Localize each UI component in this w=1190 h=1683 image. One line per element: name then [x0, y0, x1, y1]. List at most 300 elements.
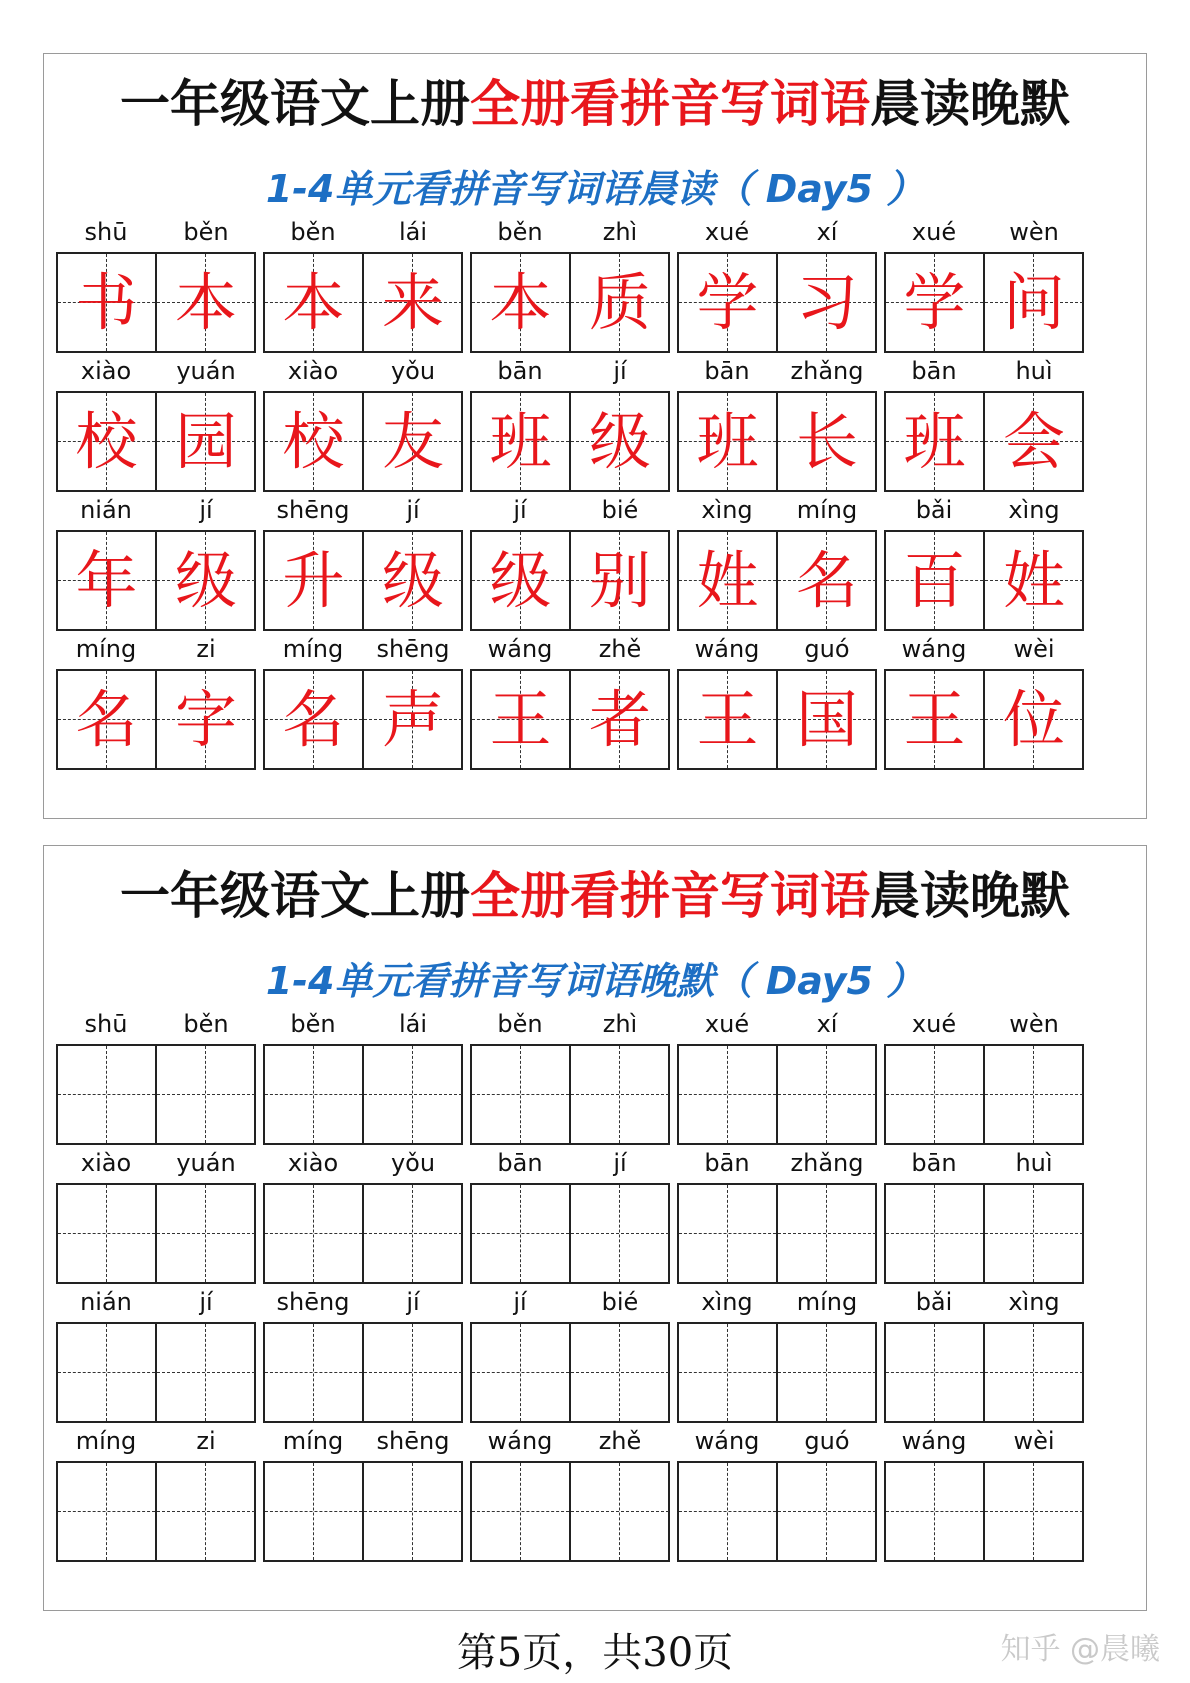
sheet-title	[44, 72, 1146, 136]
pinyin-label: míng	[796, 1288, 858, 1316]
writing-cell	[985, 532, 1083, 629]
answer-character: 校	[75, 405, 138, 478]
pinyin-label: xué	[704, 218, 750, 246]
pinyin-label: běn	[497, 218, 543, 246]
pinyin-label: jí	[513, 1288, 527, 1316]
writing-cell	[679, 532, 778, 629]
writing-cell	[157, 671, 255, 768]
word-pair	[470, 1282, 670, 1432]
tianzige-box[interactable]	[884, 1461, 1084, 1562]
pinyin-label: zhǎng	[790, 357, 864, 385]
guide-line-horizontal	[571, 1372, 669, 1373]
tianzige-box	[263, 252, 463, 353]
pinyin-label: bǎi	[915, 1288, 953, 1316]
writing-cell	[679, 393, 778, 490]
word-pair	[884, 212, 1084, 362]
pinyin-label: xìng	[1008, 1288, 1060, 1316]
answer-character: 班	[489, 405, 552, 478]
guide-line-horizontal	[157, 1372, 255, 1373]
guide-line-vertical	[520, 1463, 521, 1560]
guide-line-vertical	[520, 1324, 521, 1421]
pinyin-label: zi	[196, 635, 216, 663]
answer-character: 校	[282, 405, 345, 478]
writing-cell[interactable]	[157, 1046, 255, 1143]
pinyin-label: míng	[282, 635, 344, 663]
writing-cell	[886, 671, 985, 768]
pinyin-label: bān	[704, 1149, 750, 1177]
guide-line-vertical	[313, 1463, 314, 1560]
writing-cell[interactable]	[364, 1185, 462, 1282]
pinyin-label: yǒu	[390, 357, 436, 385]
answer-character: 本	[282, 266, 345, 339]
answer-character: 本	[174, 266, 237, 339]
watermark: 知乎 @晨曦	[1000, 1632, 1160, 1667]
word-pair	[56, 1421, 256, 1571]
pinyin-label: xiào	[287, 357, 339, 385]
answer-character: 班	[696, 405, 759, 478]
writing-cell[interactable]	[265, 1185, 364, 1282]
guide-line-vertical	[1033, 1046, 1034, 1143]
word-pair	[56, 1143, 256, 1293]
tianzige-box[interactable]	[470, 1461, 670, 1562]
guide-line-vertical	[934, 1463, 935, 1560]
tianzige-box[interactable]	[677, 1322, 877, 1423]
pinyin-label: zhì	[602, 1010, 638, 1038]
writing-cell[interactable]	[886, 1324, 985, 1421]
writing-cell[interactable]	[985, 1324, 1083, 1421]
guide-line-vertical	[205, 1324, 206, 1421]
writing-cell[interactable]	[265, 1463, 364, 1560]
writing-cell[interactable]	[679, 1185, 778, 1282]
guide-line-vertical	[727, 1463, 728, 1560]
pinyin-label: shēng	[376, 635, 450, 663]
pinyin-label: zhǎng	[790, 1149, 864, 1177]
tianzige-box[interactable]	[677, 1044, 877, 1145]
word-pair	[677, 1004, 877, 1154]
pinyin-label: yuán	[176, 1149, 236, 1177]
sheet-subtitle: 1-4单元看拼音写词语晨读（ Day5 ）	[265, 167, 925, 211]
tianzige-box	[470, 391, 670, 492]
tianzige-box[interactable]	[263, 1044, 463, 1145]
pinyin-label: jí	[406, 496, 420, 524]
writing-cell[interactable]	[157, 1185, 255, 1282]
pinyin-label: wèn	[1009, 218, 1059, 246]
writing-cell[interactable]	[472, 1046, 571, 1143]
tianzige-box	[677, 669, 877, 770]
tianzige-box[interactable]	[470, 1183, 670, 1284]
answer-character: 级	[588, 405, 651, 478]
writing-cell	[778, 532, 876, 629]
answer-character: 学	[696, 266, 759, 339]
pinyin-label: jí	[613, 1149, 627, 1177]
page-number: 第5页，共30页	[456, 1630, 734, 1676]
writing-cell[interactable]	[679, 1324, 778, 1421]
guide-line-horizontal	[364, 1511, 462, 1512]
pinyin-label: wáng	[487, 635, 553, 663]
pinyin-label: shēng	[276, 496, 350, 524]
pinyin-label: shū	[84, 1010, 128, 1038]
writing-cell[interactable]	[571, 1324, 669, 1421]
pinyin-label: yuán	[176, 357, 236, 385]
pinyin-label: zi	[196, 1427, 216, 1455]
guide-line-vertical	[205, 1463, 206, 1560]
writing-cell	[364, 393, 462, 490]
word-pair	[884, 490, 1084, 640]
writing-cell	[985, 671, 1083, 768]
pinyin-label: wèi	[1013, 1427, 1055, 1455]
tianzige-box	[470, 252, 670, 353]
tianzige-box	[470, 669, 670, 770]
writing-cell[interactable]	[886, 1046, 985, 1143]
writing-cell[interactable]	[58, 1324, 157, 1421]
answer-character: 长	[795, 405, 858, 478]
word-pair	[884, 1004, 1084, 1154]
word-pair	[56, 490, 256, 640]
guide-line-horizontal	[985, 1094, 1083, 1095]
writing-cell	[364, 532, 462, 629]
guide-line-horizontal	[571, 1511, 669, 1512]
pinyin-label: yǒu	[390, 1149, 436, 1177]
tianzige-box[interactable]	[884, 1183, 1084, 1284]
pinyin-label: bān	[911, 357, 957, 385]
writing-cell	[58, 532, 157, 629]
writing-cell[interactable]	[778, 1463, 876, 1560]
word-pair	[470, 351, 670, 501]
guide-line-vertical	[826, 1324, 827, 1421]
writing-cell	[571, 393, 669, 490]
sheet-title	[44, 864, 1146, 928]
tianzige-box[interactable]	[677, 1183, 877, 1284]
pinyin-label: wáng	[694, 635, 760, 663]
answer-character: 字	[174, 683, 237, 756]
writing-cell	[679, 671, 778, 768]
writing-cell[interactable]	[985, 1046, 1083, 1143]
answer-character: 百	[903, 544, 966, 617]
word-pair	[56, 212, 256, 362]
writing-cell[interactable]	[571, 1463, 669, 1560]
answer-character: 本	[489, 266, 552, 339]
writing-cell[interactable]	[679, 1463, 778, 1560]
writing-cell	[472, 254, 571, 351]
writing-cell[interactable]	[985, 1463, 1083, 1560]
pinyin-label: wáng	[694, 1427, 760, 1455]
tianzige-box[interactable]	[470, 1044, 670, 1145]
word-pair	[677, 1143, 877, 1293]
title-highlight: 全册看拼音写词语	[470, 74, 870, 133]
guide-line-vertical	[826, 1046, 827, 1143]
guide-line-vertical	[934, 1185, 935, 1282]
tianzige-box[interactable]	[263, 1322, 463, 1423]
pinyin-label: bié	[601, 496, 639, 524]
pinyin-label: bān	[911, 1149, 957, 1177]
pinyin-label: bān	[497, 357, 543, 385]
writing-cell	[985, 393, 1083, 490]
pinyin-label: xiào	[80, 1149, 132, 1177]
pinyin-label: míng	[75, 1427, 137, 1455]
writing-cell[interactable]	[157, 1463, 255, 1560]
pinyin-label: wáng	[901, 1427, 967, 1455]
writing-cell[interactable]	[778, 1185, 876, 1282]
guide-line-horizontal	[157, 1094, 255, 1095]
word-pair	[677, 351, 877, 501]
guide-line-vertical	[727, 1324, 728, 1421]
writing-cell	[265, 671, 364, 768]
writing-cell	[778, 671, 876, 768]
pinyin-label: huì	[1015, 357, 1053, 385]
word-pair	[470, 629, 670, 779]
tianzige-box[interactable]	[263, 1183, 463, 1284]
answer-character: 质	[588, 266, 651, 339]
writing-cell	[679, 254, 778, 351]
pinyin-label: xìng	[701, 496, 753, 524]
writing-cell	[886, 393, 985, 490]
word-grid	[56, 1004, 1136, 1604]
writing-cell	[157, 532, 255, 629]
tianzige-box[interactable]	[470, 1322, 670, 1423]
word-row	[56, 1282, 1136, 1432]
pinyin-label: bān	[497, 1149, 543, 1177]
word-pair	[470, 1004, 670, 1154]
word-pair	[470, 1143, 670, 1293]
word-grid	[56, 212, 1136, 812]
writing-cell[interactable]	[778, 1324, 876, 1421]
guide-line-horizontal	[778, 1511, 876, 1512]
guide-line-vertical	[106, 1324, 107, 1421]
writing-cell	[265, 254, 364, 351]
word-pair	[263, 629, 463, 779]
guide-line-vertical	[520, 1185, 521, 1282]
tianzige-box[interactable]	[884, 1044, 1084, 1145]
tianzige-box[interactable]	[56, 1183, 256, 1284]
guide-line-vertical	[412, 1324, 413, 1421]
answer-character: 者	[588, 683, 651, 756]
writing-cell[interactable]	[886, 1185, 985, 1282]
guide-line-vertical	[313, 1324, 314, 1421]
writing-cell	[58, 393, 157, 490]
pinyin-label: xí	[816, 218, 838, 246]
guide-line-vertical	[106, 1046, 107, 1143]
guide-line-vertical	[619, 1046, 620, 1143]
pinyin-label: zhě	[598, 1427, 642, 1455]
evening-dictation-sheet	[43, 845, 1147, 1611]
guide-line-vertical	[727, 1185, 728, 1282]
answer-character: 班	[903, 405, 966, 478]
writing-cell[interactable]	[364, 1324, 462, 1421]
writing-cell	[472, 393, 571, 490]
word-row	[56, 1004, 1136, 1154]
tianzige-box[interactable]	[884, 1322, 1084, 1423]
pinyin-label: bān	[704, 357, 750, 385]
pinyin-label: zhě	[598, 635, 642, 663]
tianzige-box[interactable]	[56, 1044, 256, 1145]
guide-line-horizontal	[364, 1094, 462, 1095]
tianzige-box	[56, 252, 256, 353]
answer-character: 位	[1002, 683, 1065, 756]
word-row	[56, 1143, 1136, 1293]
word-pair	[884, 1143, 1084, 1293]
answer-character: 王	[489, 683, 552, 756]
pinyin-label: běn	[497, 1010, 543, 1038]
writing-cell[interactable]	[265, 1046, 364, 1143]
writing-cell	[778, 254, 876, 351]
writing-cell[interactable]	[472, 1324, 571, 1421]
answer-character: 声	[381, 683, 444, 756]
tianzige-box	[884, 391, 1084, 492]
word-row	[56, 629, 1136, 779]
pinyin-label: xué	[911, 1010, 957, 1038]
tianzige-box	[56, 391, 256, 492]
word-pair	[677, 1282, 877, 1432]
writing-cell[interactable]	[265, 1324, 364, 1421]
tianzige-box	[884, 530, 1084, 631]
word-pair	[56, 629, 256, 779]
writing-cell	[265, 532, 364, 629]
writing-cell	[571, 671, 669, 768]
tianzige-box	[677, 252, 877, 353]
pinyin-label: nián	[80, 496, 132, 524]
pinyin-label: běn	[290, 218, 336, 246]
pinyin-label: wáng	[901, 635, 967, 663]
answer-character: 级	[489, 544, 552, 617]
title-prefix: 一年级语文上册	[120, 866, 470, 925]
word-pair	[677, 629, 877, 779]
answer-character: 升	[282, 544, 345, 617]
guide-line-vertical	[313, 1046, 314, 1143]
answer-character: 友	[381, 405, 444, 478]
word-pair	[263, 212, 463, 362]
guide-line-vertical	[412, 1046, 413, 1143]
pinyin-label: bǎi	[915, 496, 953, 524]
word-pair	[56, 1282, 256, 1432]
writing-cell	[157, 393, 255, 490]
answer-character: 别	[588, 544, 651, 617]
writing-cell[interactable]	[985, 1185, 1083, 1282]
writing-cell[interactable]	[58, 1046, 157, 1143]
tianzige-box[interactable]	[56, 1322, 256, 1423]
writing-cell	[571, 532, 669, 629]
writing-cell	[364, 254, 462, 351]
pinyin-label: lái	[398, 1010, 428, 1038]
tianzige-box	[470, 530, 670, 631]
tianzige-box	[884, 669, 1084, 770]
guide-line-horizontal	[985, 1233, 1083, 1234]
tianzige-box[interactable]	[263, 1461, 463, 1562]
writing-cell[interactable]	[472, 1185, 571, 1282]
word-pair	[56, 351, 256, 501]
writing-cell[interactable]	[679, 1046, 778, 1143]
writing-cell	[886, 532, 985, 629]
pinyin-label: jí	[199, 496, 213, 524]
pinyin-label: jí	[613, 357, 627, 385]
pinyin-label: guó	[804, 1427, 850, 1455]
pinyin-label: shēng	[376, 1427, 450, 1455]
writing-cell[interactable]	[364, 1463, 462, 1560]
guide-line-vertical	[619, 1324, 620, 1421]
word-pair	[677, 490, 877, 640]
answer-character: 王	[696, 683, 759, 756]
writing-cell[interactable]	[364, 1046, 462, 1143]
tianzige-box[interactable]	[56, 1461, 256, 1562]
pinyin-label: jí	[406, 1288, 420, 1316]
guide-line-vertical	[412, 1185, 413, 1282]
writing-cell	[472, 671, 571, 768]
pinyin-label: běn	[183, 1010, 229, 1038]
tianzige-box	[263, 391, 463, 492]
pinyin-label: xìng	[1008, 496, 1060, 524]
guide-line-vertical	[1033, 1185, 1034, 1282]
title-prefix: 一年级语文上册	[120, 74, 470, 133]
guide-line-vertical	[826, 1463, 827, 1560]
writing-cell[interactable]	[58, 1185, 157, 1282]
pinyin-label: míng	[282, 1427, 344, 1455]
pinyin-label: jí	[513, 496, 527, 524]
word-row	[56, 351, 1136, 501]
writing-cell	[58, 254, 157, 351]
answer-character: 书	[75, 266, 138, 339]
tianzige-box	[677, 391, 877, 492]
pinyin-label: zhì	[602, 218, 638, 246]
guide-line-vertical	[520, 1046, 521, 1143]
pinyin-label: míng	[75, 635, 137, 663]
writing-cell[interactable]	[58, 1463, 157, 1560]
guide-line-horizontal	[778, 1233, 876, 1234]
pinyin-label: bié	[601, 1288, 639, 1316]
pinyin-label: nián	[80, 1288, 132, 1316]
pinyin-label: huì	[1015, 1149, 1053, 1177]
writing-cell	[364, 671, 462, 768]
word-pair	[263, 490, 463, 640]
word-pair	[263, 1143, 463, 1293]
word-pair	[470, 1421, 670, 1571]
sheet-subtitle: 1-4单元看拼音写词语晚默（ Day5 ）	[265, 959, 925, 1003]
writing-cell	[472, 532, 571, 629]
guide-line-horizontal	[985, 1372, 1083, 1373]
writing-cell[interactable]	[571, 1046, 669, 1143]
word-pair	[884, 1421, 1084, 1571]
pinyin-label: xué	[911, 218, 957, 246]
answer-character: 年	[75, 544, 138, 617]
writing-cell[interactable]	[571, 1185, 669, 1282]
writing-cell[interactable]	[886, 1463, 985, 1560]
pinyin-label: jí	[199, 1288, 213, 1316]
word-pair	[884, 629, 1084, 779]
tianzige-box[interactable]	[677, 1461, 877, 1562]
answer-character: 学	[903, 266, 966, 339]
guide-line-horizontal	[571, 1094, 669, 1095]
guide-line-horizontal	[778, 1094, 876, 1095]
pinyin-label: míng	[796, 496, 858, 524]
guide-line-horizontal	[778, 1372, 876, 1373]
tianzige-box	[263, 669, 463, 770]
title-highlight: 全册看拼音写词语	[470, 866, 870, 925]
writing-cell[interactable]	[472, 1463, 571, 1560]
pinyin-label: xiào	[287, 1149, 339, 1177]
pinyin-label: wèn	[1009, 1010, 1059, 1038]
guide-line-vertical	[619, 1185, 620, 1282]
guide-line-vertical	[412, 1463, 413, 1560]
writing-cell	[778, 393, 876, 490]
writing-cell[interactable]	[778, 1046, 876, 1143]
guide-line-vertical	[826, 1185, 827, 1282]
word-pair	[677, 212, 877, 362]
answer-character: 名	[282, 683, 345, 756]
answer-character: 级	[174, 544, 237, 617]
writing-cell[interactable]	[157, 1324, 255, 1421]
answer-character: 会	[1002, 405, 1065, 478]
guide-line-vertical	[727, 1046, 728, 1143]
pinyin-label: xué	[704, 1010, 750, 1038]
answer-character: 名	[75, 683, 138, 756]
